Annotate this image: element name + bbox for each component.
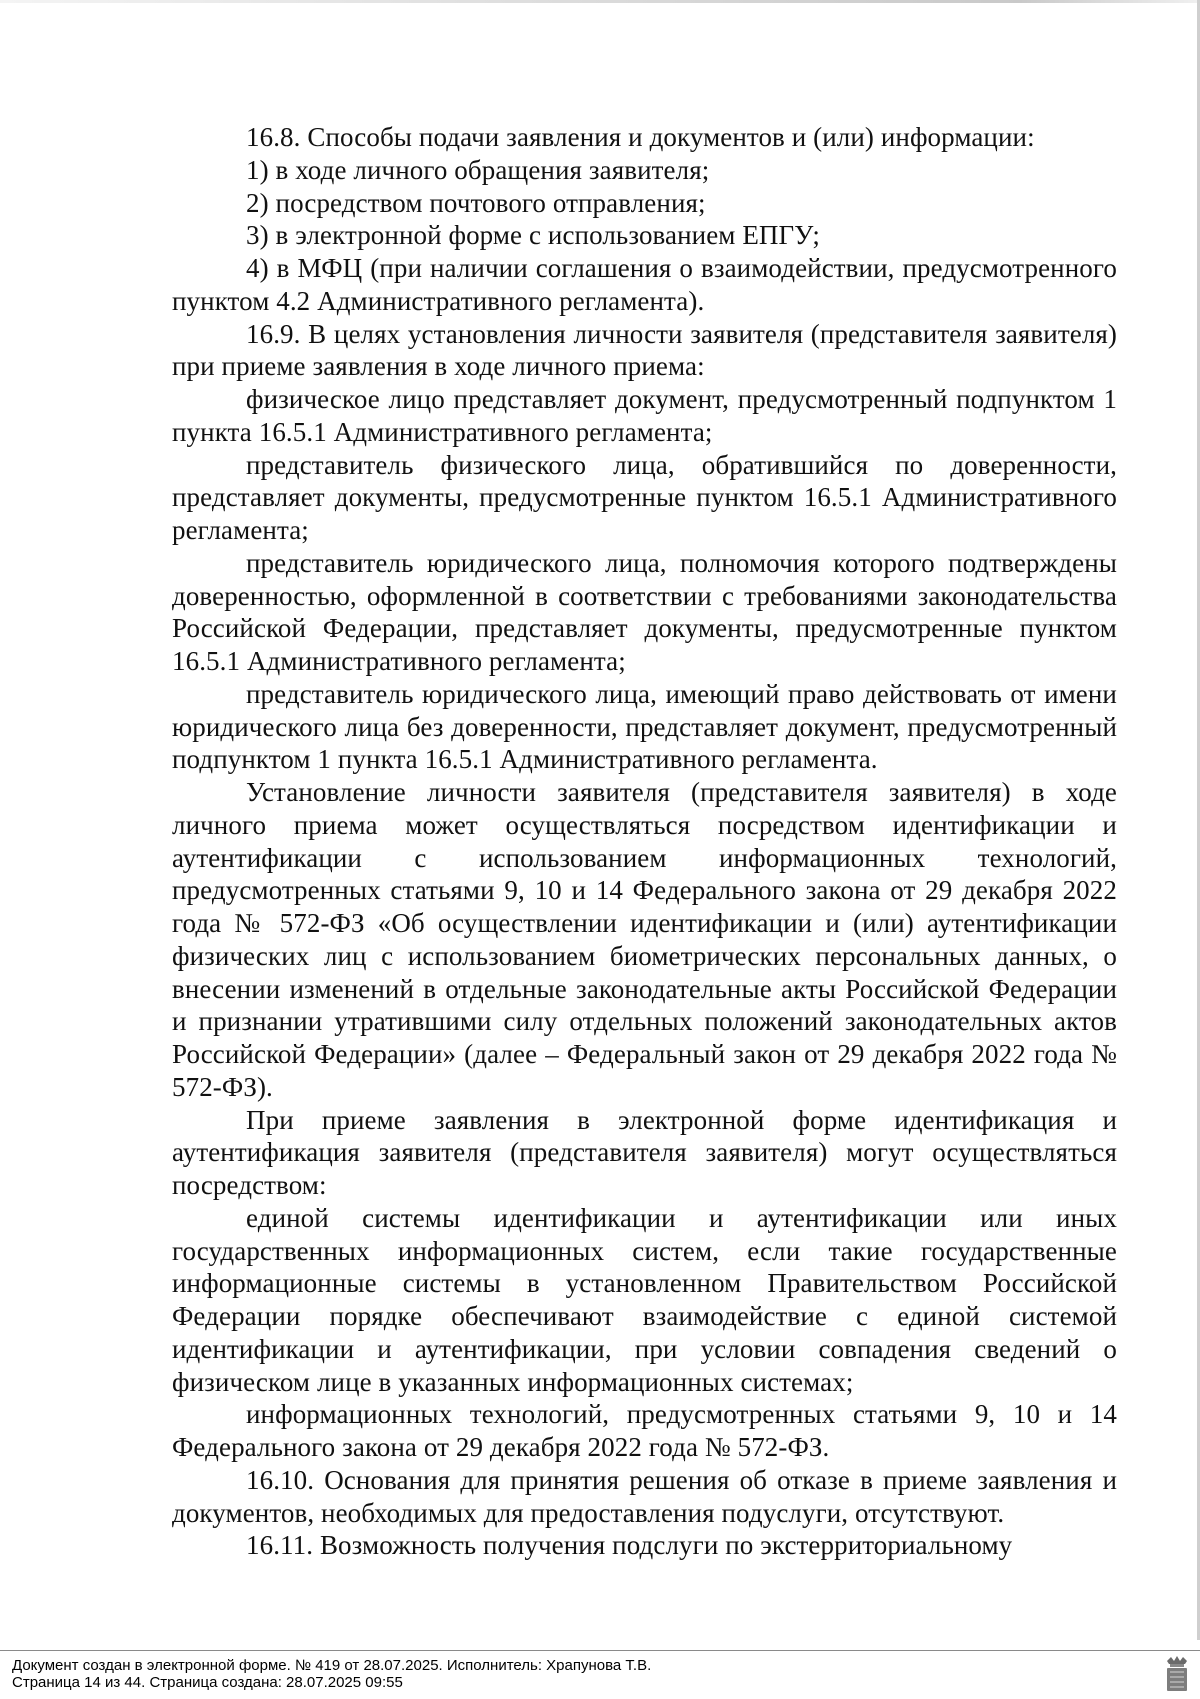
document-footer bbox=[0, 1650, 1200, 1699]
list-item-1: 1) в ходе личного обращения заявителя; bbox=[246, 154, 710, 185]
document-body bbox=[172, 121, 1117, 1562]
footer-document-info: Документ создан в электронной форме. № 419 от 28.07.2025. Исполнитель: Храпунова Т.В. bbox=[12, 1657, 652, 1674]
paragraph-individual-representative: представитель физического лица, обратившийся по доверенности, представляет документы, предусмотренные пунктом 16.5.1 Административного регламента; bbox=[172, 449, 1117, 545]
paragraph-electronic-identification: При приеме заявления в электронной форме идентификация и аутентификация заявителя (представителя заявителя) могут осуществляться посредством: bbox=[172, 1104, 1117, 1200]
footer-page-info: Страница 14 из 44. Страница создана: 28.07.2025 09:55 bbox=[12, 1674, 403, 1691]
paragraph-legal-entity-representative: представитель юридического лица, полномочия которого подтверждены доверенностью, оформленной в соответствии с требованиями законодательства Российской Федерации, представляет документы, предусмотренные пунктом 16.5.1 Административного регламента; bbox=[172, 547, 1117, 676]
paragraph-16-8: 16.8. Способы подачи заявления и документов и (или) информации: bbox=[246, 122, 1035, 152]
paragraph-information-technologies: информационных технологий, предусмотренных статьями 9, 10 и 14 Федерального закона от 29 декабря 2022 года № 572-ФЗ. bbox=[172, 1399, 1117, 1462]
paragraph-legal-entity-without-proxy: представитель юридического лица, имеющий право действовать от имени юридического лица без доверенности, представляет документ, предусмотренный подпунктом 1 пункта 16.5.1 Административного регламента. bbox=[172, 678, 1117, 775]
coat-of-arms-icon bbox=[1164, 1655, 1190, 1693]
scan-top-edge bbox=[0, 0, 1200, 3]
paragraph-individual: физическое лицо представляет документ, предусмотренный подпунктом 1 пункта 16.5.1 Административного регламента; bbox=[172, 384, 1117, 447]
paragraph-16-10: 16.10. Основания для принятия решения об отказе в приеме заявления и документов, необходимых для предоставления подуслуги, отсутствуют. bbox=[172, 1464, 1117, 1528]
paragraph-16-11: 16.11. Возможность получения подслуги по экстерриториальному bbox=[246, 1530, 1013, 1561]
list-item-4: 4) в МФЦ (при наличии соглашения о взаимодействии, предусмотренного пунктом 4.2 Административного регламента). bbox=[172, 253, 1117, 316]
paragraph-16-9: 16.9. В целях установления личности заявителя (представителя заявителя) при приеме заявления в ходе личного приема: bbox=[172, 318, 1117, 382]
paragraph-identity-establishment: Установление личности заявителя (представителя заявителя) в ходе личного приема может осуществляться посредством идентификации и аутентификации с использованием информационных технологий, предусмотренных статьями 9, 10 и 14 Федерального закона от 29 декабря 2022 года № 572-ФЗ «Об осуществлении идентификации и (или) аутентификации физических лиц с использованием биометрических персональных данных, о внесении изменений в отдельные законодательные акты Российской Федерации и признании утратившими силу отдельных положений законодательных актов Российской Федерации» (далее – Федеральный закон от 29 декабря 2022 года № 572-ФЗ). bbox=[172, 777, 1117, 1102]
paragraph-unified-system: единой системы идентификации и аутентификации или иных государственных информационных систем, если такие государственные информационные системы в установленном Правительством Российской Федерации порядке обеспечивают взаимодействие с единой системой идентификации и аутентификации, при условии совпадения сведений о физическом лице в указанных информационных системах; bbox=[172, 1202, 1117, 1397]
list-item-2: 2) посредством почтового отправления; bbox=[246, 187, 706, 218]
list-item-3: 3) в электронной форме с использованием ЕПГУ; bbox=[246, 220, 821, 251]
footer-text bbox=[12, 1657, 651, 1691]
